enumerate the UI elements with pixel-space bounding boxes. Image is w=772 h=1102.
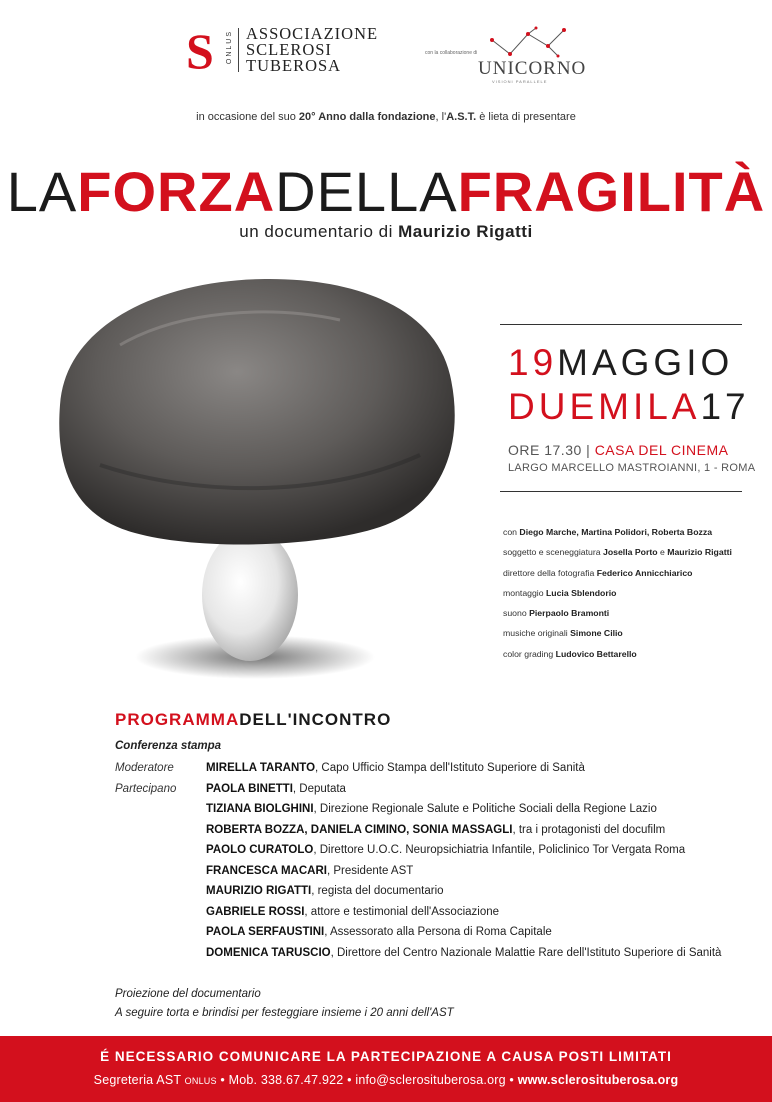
ast-logo — [186, 24, 418, 84]
credit-names: Lucia Sblendorio — [545, 587, 617, 598]
title-part-4: FRAGILITÀ — [457, 160, 766, 223]
speaker-name: DOMENICA TARUSCIO — [206, 947, 331, 959]
venue-line — [508, 442, 728, 458]
occasion-line — [0, 111, 772, 123]
program-subtitle: Conferenza stampa — [115, 740, 222, 752]
footer-bullet: • — [505, 1073, 518, 1087]
speaker-role: , Direzione Regionale Salute e Politiche Sociali della Regione Lazio — [313, 803, 657, 815]
celebration-note: A seguire torta e brindisi per festeggiare insieme i 20 anni dell'AST — [115, 1007, 454, 1019]
program-row — [206, 865, 413, 877]
credit-names: Maurizio Rigatti — [667, 547, 732, 558]
speaker-role: , attore e testimonial dell'Associazione — [304, 906, 500, 918]
speaker-name: PAOLA SERFAUSTINI — [206, 926, 325, 938]
credit-label: direttore della fotografia — [503, 567, 597, 578]
date-line-2 — [508, 387, 750, 427]
occasion-bold: 20° Anno dalla fondazione — [298, 111, 436, 123]
footer-website[interactable]: www.sclerosituberosa.org — [517, 1073, 679, 1087]
event-day: 19 — [508, 342, 558, 383]
event-year-num: 17 — [700, 386, 750, 427]
subtitle-pre: un documentario di — [239, 222, 399, 241]
program-title — [115, 710, 391, 730]
subtitle-author: Maurizio Rigatti — [398, 222, 533, 241]
footer-email[interactable]: info@sclerosituberosa.org — [355, 1073, 506, 1087]
credit-row — [503, 522, 765, 542]
date-divider-top — [500, 324, 742, 325]
program-row — [206, 762, 585, 774]
program-row — [206, 926, 552, 938]
speaker-name: FRANCESCA MACARI — [206, 865, 327, 877]
credit-label: soggetto e sceneggiatura — [503, 547, 603, 558]
partner-subtitle: VISIONI PARALLELE — [492, 79, 548, 84]
credit-names: Pierpaolo Bramonti — [529, 608, 610, 619]
ast-logo-icon: S — [186, 23, 214, 79]
credit-label: musiche originali — [503, 628, 571, 639]
credit-row — [503, 623, 765, 643]
footer-contacts — [0, 1073, 772, 1087]
credit-label: color grading — [503, 648, 556, 659]
ast-onlus-label: ONLUS — [226, 30, 233, 65]
credit-names: Federico Annicchiarico — [596, 567, 693, 578]
event-month: MAGGIO — [557, 342, 734, 383]
speaker-name: PAOLA BINETTI — [206, 783, 293, 795]
speaker-role: , Capo Ufficio Stampa dell'Istituto Superiore di Sanità — [315, 762, 585, 774]
role-partecipano: Partecipano — [115, 783, 177, 795]
event-venue: CASA DEL CINEMA — [594, 442, 729, 458]
rock — [59, 279, 454, 545]
program-title-black: DELL'INCONTRO — [239, 710, 392, 729]
program-row — [206, 783, 346, 795]
credit-names: Josella Porto — [602, 547, 658, 558]
title-part-1: LA — [6, 160, 78, 223]
constellation-logo-icon — [478, 26, 598, 60]
credit-row — [503, 583, 765, 603]
program-row — [206, 885, 444, 897]
credits — [503, 522, 765, 664]
speaker-role: , regista del documentario — [311, 885, 444, 897]
role-moderatore: Moderatore — [115, 762, 174, 774]
subtitle — [0, 222, 772, 242]
title-part-3: DELLA — [275, 160, 458, 223]
occasion-post: è lieta di presentare — [476, 111, 576, 123]
program-row — [206, 824, 665, 836]
occasion-bold-2: A.S.T. — [446, 111, 477, 123]
unicorno-logo — [478, 26, 598, 86]
credit-label: montaggio — [503, 587, 546, 598]
event-time: ORE 17.30 — [508, 442, 582, 458]
partner-name: UNICORNO — [478, 58, 587, 79]
footer-mob: • Mob. 338.67.47.922 • — [216, 1073, 356, 1087]
occasion-mid: , l' — [435, 111, 447, 123]
occasion-pre: in occasione del suo — [196, 111, 299, 123]
date-divider-bottom — [500, 491, 742, 492]
credit-label: suono — [503, 608, 530, 619]
credit-label: con — [503, 527, 520, 537]
speaker-role: , Deputata — [292, 783, 346, 795]
credit-names: Simone Cilio — [570, 628, 623, 639]
speaker-name: MAURIZIO RIGATTI — [206, 885, 312, 897]
speaker-role: , Direttore del Centro Nazionale Malattie Rare dell'Istituto Superiore di Sanità — [330, 947, 722, 959]
event-year-word: DUEMILA — [508, 386, 701, 427]
speaker-role: , Presidente AST — [326, 865, 414, 877]
program-row — [206, 803, 657, 815]
ast-logo-divider — [238, 28, 239, 72]
credit-row — [503, 603, 765, 623]
date-line-1 — [508, 343, 733, 383]
credit-row — [503, 563, 765, 583]
rock-on-egg-illustration — [40, 265, 480, 695]
speaker-name: ROBERTA BOZZA, DANIELA CIMINO, SONIA MASSAGLI — [206, 824, 513, 836]
page-title — [0, 160, 772, 223]
ast-name-line-1: ASSOCIAZIONE — [246, 24, 379, 43]
speaker-name: TIZIANA BIOLGHINI — [206, 803, 314, 815]
speaker-name: PAOLO CURATOLO — [206, 844, 314, 856]
ast-name — [246, 26, 378, 74]
program-row — [206, 947, 721, 959]
collab-text: con la collaborazione di — [425, 50, 478, 56]
footer-segreteria: Segreteria AST — [93, 1073, 185, 1087]
egg — [202, 529, 298, 661]
speaker-role: , Assessorato alla Persona di Roma Capitale — [324, 926, 552, 938]
credit-joiner: e — [657, 547, 668, 558]
speaker-name: GABRIELE ROSSI — [206, 906, 305, 918]
ast-name-line-2: SCLEROSI — [246, 40, 332, 59]
speaker-role: , Direttore U.O.C. Neuropsichiatria Infantile, Policlinico Tor Vergata Roma — [313, 844, 686, 856]
event-separator: | — [586, 442, 591, 458]
program-row — [206, 844, 685, 856]
screening-note: Proiezione del documentario — [115, 988, 261, 1000]
program-row — [206, 906, 499, 918]
speaker-name: MIRELLA TARANTO — [206, 762, 316, 774]
program-title-red: PROGRAMMA — [115, 710, 240, 729]
credit-row — [503, 542, 765, 562]
credit-row — [503, 644, 765, 664]
speaker-role: , tra i protagonisti del docufilm — [512, 824, 666, 836]
footer-onlus: ONLUS — [184, 1076, 217, 1086]
credit-names: Diego Marche, Martina Polidori, Roberta Bozza — [519, 527, 713, 537]
credit-names: Ludovico Bettarello — [555, 648, 637, 659]
title-part-2: FORZA — [77, 160, 276, 223]
ast-name-line-3: TUBEROSA — [246, 56, 342, 75]
event-address: LARGO MARCELLO MASTROIANNI, 1 - ROMA — [508, 462, 756, 474]
footer-notice: É NECESSARIO COMUNICARE LA PARTECIPAZIONE A CAUSA POSTI LIMITATI — [100, 1049, 672, 1064]
footer-banner — [0, 1036, 772, 1102]
